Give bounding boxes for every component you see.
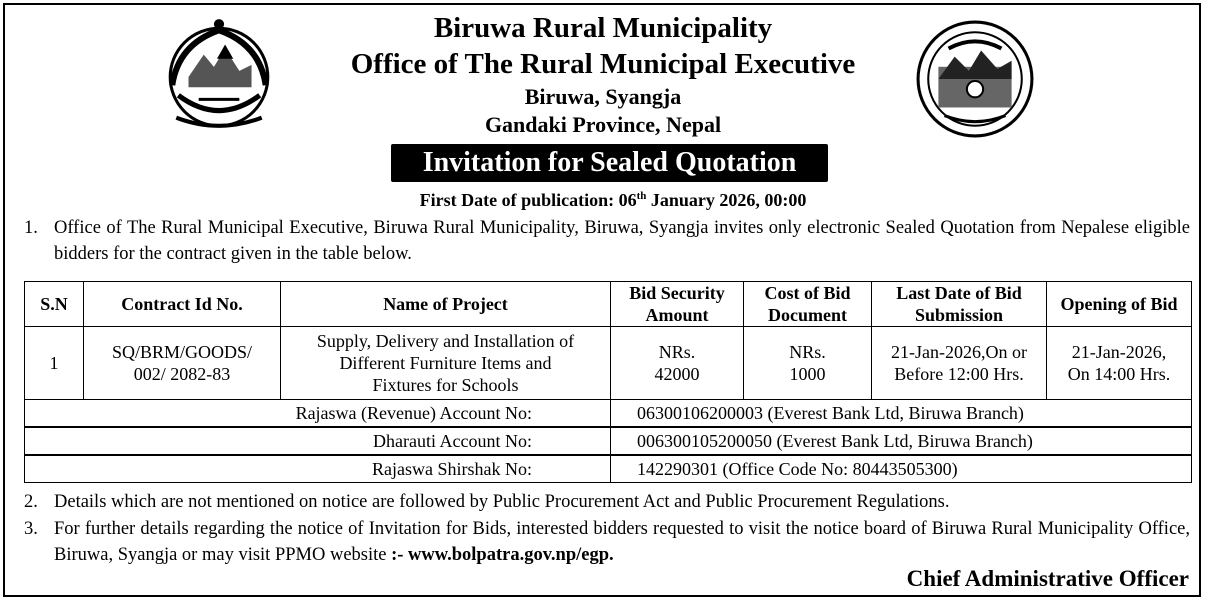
project-line: Fixtures for Schools <box>372 375 519 395</box>
paragraph-3 <box>24 516 1190 568</box>
account-label: Rajaswa (Revenue) Account No: <box>25 400 611 428</box>
account-label: Rajaswa Shirshak No: <box>25 455 611 483</box>
contract-id-line: 002/ 2082-83 <box>133 364 231 384</box>
paragraph-text: Details which are not mentioned on notice are followed by Public Procurement Act and Public Procurement Regulations. <box>54 492 950 512</box>
province-name: Gandaki Province, Nepal <box>484 112 722 137</box>
last-date-line: Before 12:00 Hrs. <box>894 364 1024 384</box>
paragraph-number: 3. <box>24 519 38 539</box>
account-value: 006300105200050 (Everest Bank Ltd, Biruwa Branch) <box>611 427 1192 455</box>
notice-title-banner: Invitation for Sealed Quotation <box>391 144 828 182</box>
contract-id-line: SQ/BRM/GOODS/ <box>111 342 253 362</box>
account-label: Dharauti Account No: <box>25 427 611 455</box>
publication-label: First Date of publication: <box>419 190 619 210</box>
opening-line: 21-Jan-2026, <box>1071 342 1167 362</box>
cell-bid-document-cost <box>744 327 872 400</box>
header-last-date: Last Date of Bid Submission <box>872 282 1047 327</box>
signatory-title: Chief Administrative Officer <box>906 566 1189 591</box>
office-location: Biruwa, Syangja <box>524 84 682 109</box>
cell-contract-id <box>84 327 281 400</box>
last-date-line: 21-Jan-2026,On or <box>891 342 1027 362</box>
quotation-table <box>24 281 1192 483</box>
paragraph-text-main: For further details regarding the notice of Invitation for Bids, interested bidders requested to visit the notice board of Biruwa Rural Municipality Office, Biruwa, Syangja or may visit PPMO website <box>54 519 1190 565</box>
table-row <box>25 327 1192 400</box>
cost-line: 1000 <box>789 364 826 384</box>
cell-project-name <box>281 327 611 400</box>
paragraph-2 <box>24 489 1190 515</box>
header-bid-security: Bid Security Amount <box>611 282 744 327</box>
cell-opening <box>1047 327 1192 400</box>
publication-date <box>0 190 1206 211</box>
cell-sn: 1 <box>25 327 84 400</box>
cost-line: NRs. <box>789 342 826 362</box>
account-row-revenue <box>25 400 1192 428</box>
header-contract-id: Contract Id No. <box>84 282 281 327</box>
account-value: 142290301 (Office Code No: 80443505300) <box>611 455 1192 483</box>
account-value: 06300106200003 (Everest Bank Ltd, Biruwa Branch) <box>611 400 1192 428</box>
paragraph-number: 2. <box>24 492 38 512</box>
header-project-name: Name of Project <box>281 282 611 327</box>
office-name: Office of The Rural Municipal Executive <box>350 48 856 80</box>
paragraph-1 <box>24 215 1190 267</box>
table-header-row <box>25 282 1192 327</box>
project-line: Supply, Delivery and Installation of <box>316 331 575 351</box>
publication-rest: January 2026, 00:00 <box>646 190 807 210</box>
ppmo-website-link[interactable]: :- www.bolpatra.gov.np/egp. <box>391 545 614 565</box>
cell-last-date <box>872 327 1047 400</box>
paragraph-text <box>54 516 1190 568</box>
opening-line: On 14:00 Hrs. <box>1067 364 1171 384</box>
header-bid-document-cost: Cost of Bid Document <box>744 282 872 327</box>
municipality-name: Biruwa Rural Municipality <box>433 12 773 44</box>
security-line: NRs. <box>658 342 696 362</box>
paragraph-number: 1. <box>24 218 38 238</box>
header-opening: Opening of Bid <box>1047 282 1192 327</box>
publication-day: 06 <box>618 190 637 210</box>
account-row-dharauti <box>25 427 1192 455</box>
security-line: 42000 <box>654 364 700 384</box>
paragraph-text: Office of The Rural Municipal Executive, Biruwa Rural Municipality, Biruwa, Syangja invites only electronic Sealed Quotation from Nepalese eligible bidders for the contract given in the table below. <box>54 218 1190 264</box>
account-row-shirshak <box>25 455 1192 483</box>
publication-day-suffix: th <box>636 190 647 202</box>
project-line: Different Furniture Items and <box>339 353 552 373</box>
header-sn: S.N <box>25 282 84 327</box>
cell-bid-security <box>611 327 744 400</box>
